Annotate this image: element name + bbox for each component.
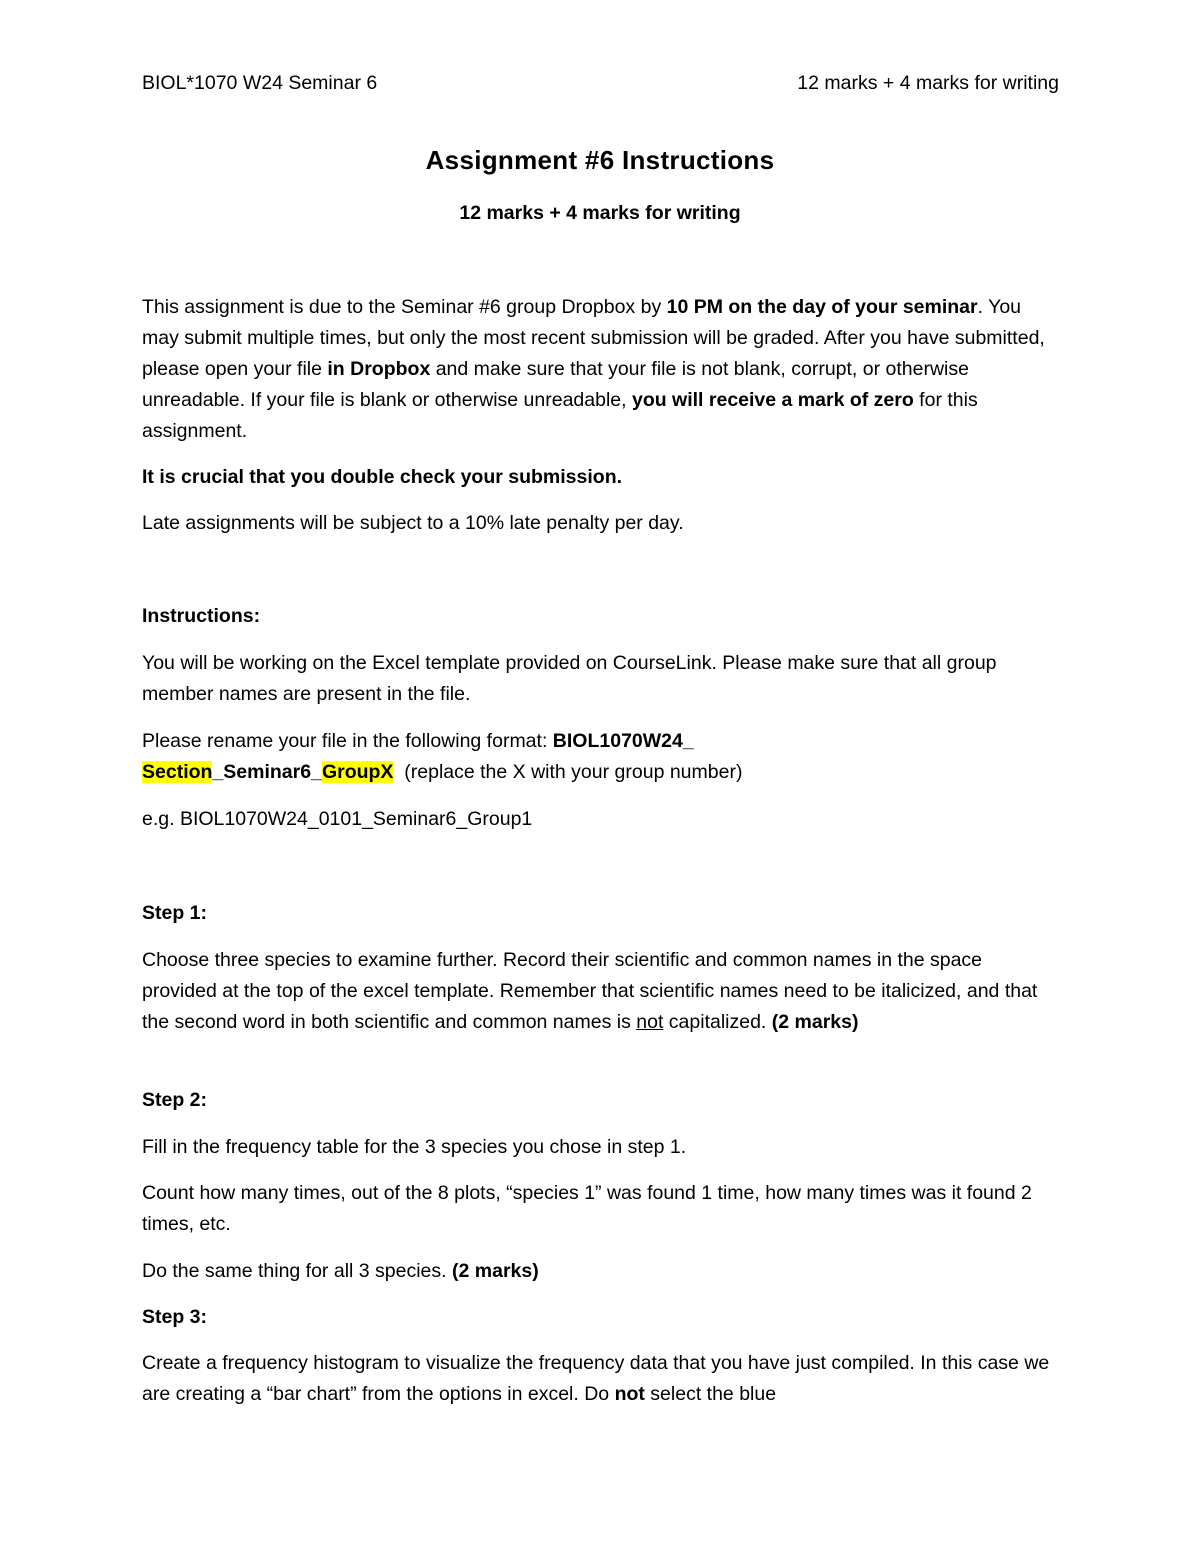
step3-heading: Step 3: bbox=[142, 1306, 208, 1328]
filename-part-course: BIOL1070W24_ bbox=[552, 730, 694, 752]
filename-part-section: Section bbox=[142, 761, 213, 783]
step3-not-bold: not bbox=[614, 1383, 645, 1405]
rename-paragraph bbox=[142, 726, 1062, 788]
page-subtitle: 12 marks + 4 marks for writing bbox=[459, 202, 741, 224]
crucial-note: It is crucial that you double check your submission. bbox=[142, 466, 623, 488]
step2-text-3: Do the same thing for all 3 species. bbox=[142, 1260, 452, 1282]
step2-heading: Step 2: bbox=[142, 1089, 208, 1111]
step2-paragraph-1: Fill in the frequency table for the 3 species you chose in step 1. bbox=[142, 1136, 687, 1158]
intro-zero-mark: you will receive a mark of zero bbox=[631, 389, 914, 411]
filename-part-group: GroupX bbox=[321, 761, 394, 783]
filename-example: e.g. BIOL1070W24_0101_Seminar6_Group1 bbox=[142, 808, 533, 830]
intro-text-2: . You may submit multiple times, but only the most recent submission will be graded. After you have submitted, please open your file bbox=[142, 296, 1045, 380]
filename-part-seminar: _Seminar6_ bbox=[212, 761, 322, 783]
step2-marks: (2 marks) bbox=[452, 1260, 539, 1282]
step2-paragraph-2: Count how many times, out of the 8 plots, “species 1” was found 1 time, how many times was it found 2 times, etc. bbox=[142, 1182, 1032, 1235]
intro-dropbox: in Dropbox bbox=[327, 358, 431, 380]
intro-text-3: and make sure that your file is not blank, corrupt, or otherwise unreadable. If your file is blank or otherwise unreadable, bbox=[142, 358, 969, 411]
header-course: BIOL*1070 W24 Seminar 6 bbox=[142, 72, 378, 94]
step1-paragraph bbox=[142, 945, 1062, 1038]
step1-marks: (2 marks) bbox=[771, 1011, 859, 1033]
header-marks: 12 marks + 4 marks for writing bbox=[797, 72, 1059, 94]
intro-text-1: This assignment is due to the Seminar #6 group Dropbox by bbox=[142, 296, 667, 318]
intro-paragraph bbox=[142, 292, 1062, 447]
step1-heading: Step 1: bbox=[142, 902, 208, 924]
instructions-paragraph: You will be working on the Excel template provided on CourseLink. Please make sure that all group member names are present in the file. bbox=[142, 652, 997, 705]
step1-not-underlined: not bbox=[636, 1011, 664, 1033]
step2-paragraph-3 bbox=[142, 1256, 1062, 1287]
step3-text-2: select the blue bbox=[644, 1383, 777, 1405]
page-title: Assignment #6 Instructions bbox=[425, 145, 775, 175]
step1-text-1: Choose three species to examine further. Record their scientific and common names in the space provided at the top of the excel template. Remember that scientific names need to be italicized, and that the second word in both scientific and common names is bbox=[142, 949, 1038, 1033]
rename-prefix: Please rename your file in the following format: bbox=[142, 730, 553, 752]
intro-text-4: for this assignment. bbox=[142, 389, 978, 442]
step3-text-1: Create a frequency histogram to visualize the frequency data that you have just compiled. In this case we are creating a “bar chart” from the options in excel. Do bbox=[142, 1352, 1050, 1405]
step1-text-2: capitalized. bbox=[663, 1011, 772, 1033]
instructions-heading: Instructions: bbox=[142, 605, 261, 627]
rename-suffix: (replace the X with your group number) bbox=[393, 761, 743, 783]
intro-deadline: 10 PM on the day of your seminar bbox=[666, 296, 978, 318]
step3-paragraph bbox=[142, 1348, 1062, 1410]
late-policy: Late assignments will be subject to a 10% late penalty per day. bbox=[142, 512, 684, 534]
